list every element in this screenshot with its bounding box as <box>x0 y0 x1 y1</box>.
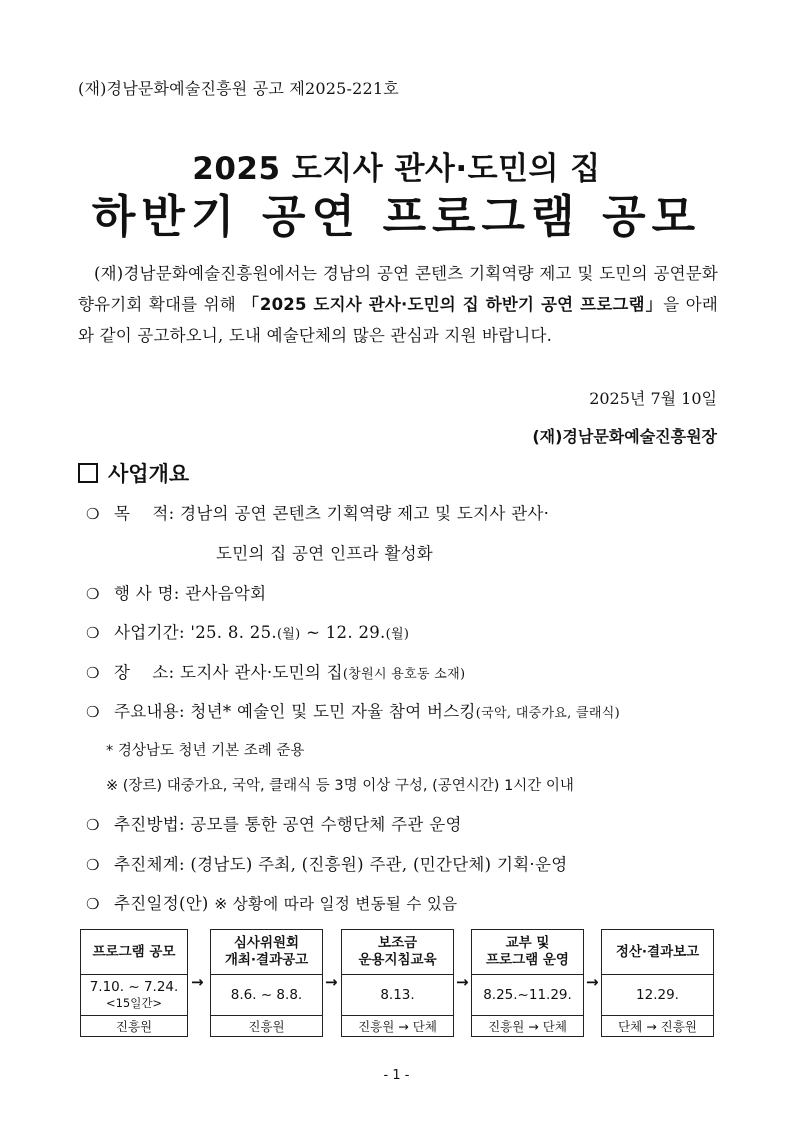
step-period: 12.29. <box>636 987 679 1003</box>
step-period-box <box>472 975 583 1015</box>
purpose-label: 목 적: <box>114 504 175 523</box>
item-period <box>86 619 409 643</box>
method-value: 공모를 통한 공연 수행단체 주관 운영 <box>190 815 462 834</box>
schedule-step <box>601 929 714 1037</box>
step-title: 프로그램 공모 <box>81 930 187 975</box>
step-period-box <box>602 975 713 1015</box>
item-purpose-cont: 도민의 집 공연 인프라 활성화 <box>216 544 434 563</box>
arrow-right-icon: → <box>586 973 599 991</box>
step-title: 정산·결과보고 <box>602 930 713 975</box>
step-period-sub: <15일간> <box>105 996 163 1010</box>
item-content <box>86 698 620 722</box>
step-owner: 진흥원 <box>211 1015 322 1036</box>
item-system <box>86 851 567 875</box>
intro-text-before: (재)경남문화예술진흥원에서는 경남의 공연 콘텐츠 기획역량 제고 및 도민의 공연문화 향유기회 확대를 위해 <box>78 264 718 314</box>
step-period-box <box>342 975 453 1015</box>
place-label: 장 소: <box>114 663 175 682</box>
bullet-circle-icon: ❍ <box>86 505 100 523</box>
schedule-label: 추진일정(안) <box>114 894 209 913</box>
step-title: 심사위원회 개최·결과공고 <box>211 930 322 975</box>
content-detail: (국악, 대중가요, 클래식) <box>475 706 620 721</box>
step-title: 보조금 운용지침교육 <box>342 930 453 975</box>
step-owner: 진흥원 <box>81 1015 187 1036</box>
method-label: 추진방법: <box>114 815 185 834</box>
content-label: 주요내용: <box>114 702 185 721</box>
schedule-step <box>210 929 323 1037</box>
step-owner: 진흥원 → 단체 <box>472 1015 583 1036</box>
bullet-circle-icon: ❍ <box>86 816 100 834</box>
note-genre: ※ (장르) 대중가요, 국악, 클래식 등 3명 이상 구성, (공연시간) 1시간 이내 <box>106 778 574 794</box>
item-purpose <box>86 500 549 524</box>
schedule-note: ※ 상황에 따라 일정 변동될 수 있음 <box>214 895 458 913</box>
item-method <box>86 811 462 835</box>
step-period: 7.10. ~ 7.24. <box>89 979 179 995</box>
intro-paragraph <box>78 258 718 351</box>
schedule-step <box>341 929 454 1037</box>
intro-text-after: 을 아래와 같이 공고하오니, 도내 예술단체의 많은 관심과 지원 바랍니다. <box>78 295 718 345</box>
page-number: - 1 - <box>383 1068 410 1083</box>
content-value: 청년* 예술인 및 도민 자율 참여 버스킹 <box>190 702 476 721</box>
notice-date: 2025년 7월 10일 <box>589 389 717 408</box>
event-label: 행 사 명: <box>114 584 180 603</box>
bullet-circle-icon: ❍ <box>86 895 100 913</box>
item-schedule <box>86 890 457 914</box>
step-period: 8.25.~11.29. <box>483 987 572 1003</box>
intro-highlight: 「2025 도지사 관사·도민의 집 하반기 공연 프로그램」 <box>242 295 664 314</box>
checkbox-square-icon <box>78 463 98 483</box>
period-label: 사업기간: <box>114 623 185 642</box>
note-youth: * 경상남도 청년 기본 조례 준용 <box>106 743 305 759</box>
period-start: '25. 8. 25. <box>190 623 277 642</box>
step-period-box <box>81 975 187 1015</box>
item-place <box>86 659 465 683</box>
bullet-circle-icon: ❍ <box>86 664 100 682</box>
system-value: (경남도) 주최, (진흥원) 주관, (민간단체) 기획·운영 <box>190 855 568 874</box>
title-line-1: 2025 도지사 관사·도민의 집 <box>192 151 601 187</box>
purpose-value: 경남의 공연 콘텐츠 기획역량 제고 및 도지사 관사· <box>180 504 550 523</box>
arrow-right-icon: → <box>456 973 469 991</box>
step-owner: 단체 → 진흥원 <box>602 1015 713 1036</box>
period-day1: (월) <box>276 627 301 642</box>
section-heading <box>78 458 189 488</box>
bullet-circle-icon: ❍ <box>86 585 100 603</box>
period-end: ~ 12. 29. <box>300 623 386 642</box>
schedule-flow <box>0 929 793 1039</box>
notice-number: (재)경남문화예술진흥원 공고 제2025-221호 <box>78 79 399 98</box>
title-line-2: 하반기 공연 프로그램 공모 <box>91 190 702 243</box>
place-value: 도지사 관사·도민의 집 <box>180 663 343 682</box>
event-value: 관사음악회 <box>185 584 267 603</box>
bullet-circle-icon: ❍ <box>86 856 100 874</box>
bullet-circle-icon: ❍ <box>86 624 100 642</box>
bullet-circle-icon: ❍ <box>86 703 100 721</box>
schedule-step <box>471 929 584 1037</box>
arrow-right-icon: → <box>325 973 338 991</box>
item-event-name <box>86 580 266 604</box>
section-title: 사업개요 <box>108 462 190 486</box>
arrow-right-icon: → <box>191 973 204 991</box>
step-owner: 진흥원 → 단체 <box>342 1015 453 1036</box>
period-day2: (월) <box>385 627 410 642</box>
issuing-organization: (재)경남문화예술진흥원장 <box>532 427 717 446</box>
step-period: 8.6. ~ 8.8. <box>230 987 303 1003</box>
step-title: 교부 및 프로그램 운영 <box>472 930 583 975</box>
step-period-box <box>211 975 322 1015</box>
schedule-step <box>80 929 188 1037</box>
step-period: 8.13. <box>380 987 415 1003</box>
place-detail: (창원시 용호동 소재) <box>342 667 466 682</box>
system-label: 추진체계: <box>114 855 185 874</box>
